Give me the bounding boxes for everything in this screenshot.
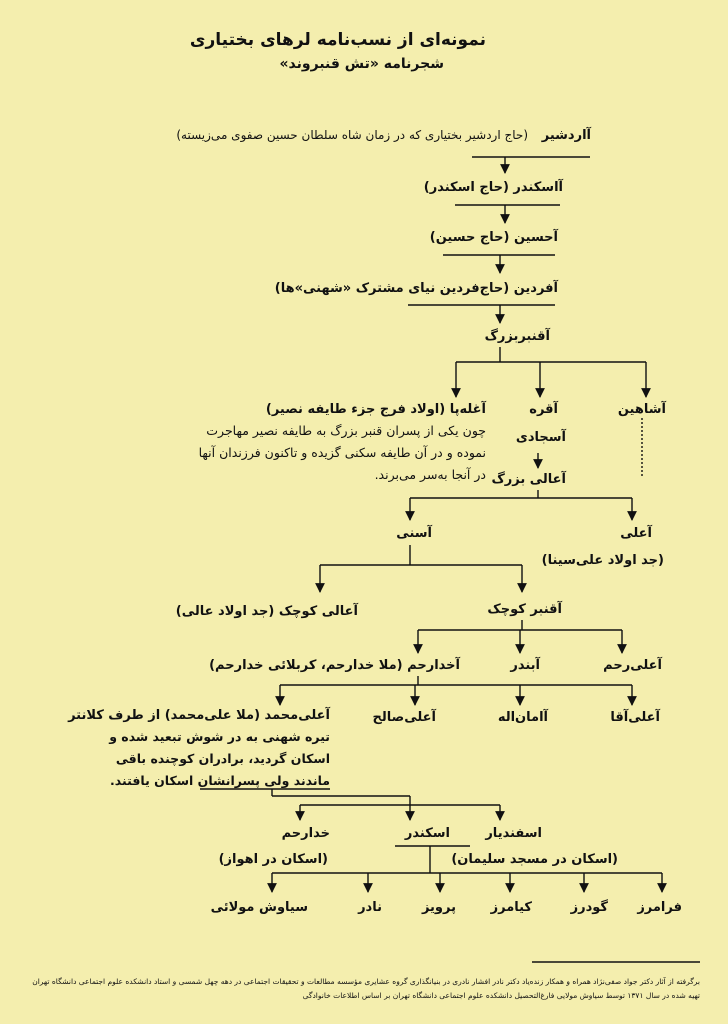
node-alisaleh: آعلی‌صالح <box>372 710 436 725</box>
node-hossein: آحسین (حاج حسین) <box>429 230 558 245</box>
footer-line-2: تهیه شده در سال ۱۳۷۱ توسط سیاوش مولایی فارغ‌التحصیل دانشکده علوم اجتماعی دانشگاه تهران بر اساس اطلاعات خانوادگی <box>302 991 700 1000</box>
node-ali-note: (جد اولاد علی‌سینا) <box>541 553 664 568</box>
node-aghlehpa: آغله‌پا (اولاد فرج جزء طایفه نصیر) <box>265 402 486 417</box>
node-eskandar-1: آاسکندر (حاج اسکندر) <box>423 180 563 195</box>
node-nader: نادر <box>358 900 382 915</box>
node-asjadi: آسجادی <box>515 430 566 445</box>
node-alirahm: آعلی‌رحم <box>603 658 662 673</box>
node-siavash: سیاوش مولائی <box>210 900 308 915</box>
node-ali: آعلی <box>620 526 652 541</box>
node-eskandar-2: اسکندر <box>404 826 450 841</box>
node-faramarz: فرامرز <box>637 900 682 915</box>
node-agha-reza: آقره <box>529 402 558 417</box>
footer-line-1: برگرفته از آثار دکتر جواد صفی‌نژاد همراه و همکار زنده‌یاد دکتر نادر افشار نادری در بنیانگذاری گروه عشایری مؤسسه مطالعات و تحقیقات اجتماعی در دهه چهل شمسی و استاد دانشکده علوم اجتماعی دانشگاه تهران <box>32 977 700 986</box>
node-fardin: آفردین (حاج‌فردین نیای مشترک «شهنی»ها) <box>274 281 558 296</box>
node-alimohammad-note: تیره شهنی به در شوش تبعید شده و اسکان گردید، برادران کوچنده باقی ماندند ولی پسرانشان اسکان یافتند. <box>109 729 330 788</box>
node-alimohammad: آعلی‌محمد (ملا علی‌محمد) از طرف کلانتر <box>68 708 330 723</box>
node-abndar: آبندر <box>510 658 540 673</box>
node-goudarz: گودرز <box>570 900 608 915</box>
node-esfandyar-note: (اسکان در مسجد سلیمان) <box>451 852 618 867</box>
node-ardeshir-note: (حاج اردشیر بختیاری که در زمان شاه سلطان حسین صفوی می‌زیسته) <box>176 128 528 142</box>
node-khodarahm: آخدارحم (ملا خدارحم، کربلائی خدارحم) <box>209 658 460 673</box>
node-khodarahm-2: خدارحم <box>281 826 330 841</box>
node-aghlehpa-note: چون یکی از پسران قنبر بزرگ به طایفه نصیر مهاجرت نموده و در آن طایفه سکنی گزیده و تاکنون فرزندان آنها در آنجا به‌سر می‌برند. <box>198 423 486 482</box>
node-amanallah: آامان‌اله <box>497 710 548 725</box>
node-kiamarz: کیامرز <box>490 900 532 915</box>
node-aliagha: آعلی‌آقا <box>610 710 660 725</box>
node-aali-kuchek: آعالی کوچک (جد اولاد عالی) <box>175 604 358 619</box>
node-ardeshir: آاردشیر <box>541 128 591 143</box>
node-parviz: پرویز <box>421 900 456 915</box>
diagram-title: نمونه‌ای از نسب‌نامه لرهای بختیاری <box>189 30 486 50</box>
node-ghanbar-bozorg: آقنبربزرگ <box>484 329 550 344</box>
node-esfandyar: اسفندیار <box>485 826 542 841</box>
node-khodarahm-2-note: (اسکان در اهواز) <box>218 852 328 867</box>
node-ashahin: آشاهین <box>617 402 666 417</box>
diagram-subtitle: شجرنامه «تش قنبروند» <box>279 56 444 72</box>
node-aali-bozorg: آعالی بزرگ <box>491 472 566 487</box>
node-asani: آسنی <box>396 526 432 541</box>
node-ghanbar-kuchek: آقنبر کوچک <box>487 602 562 617</box>
